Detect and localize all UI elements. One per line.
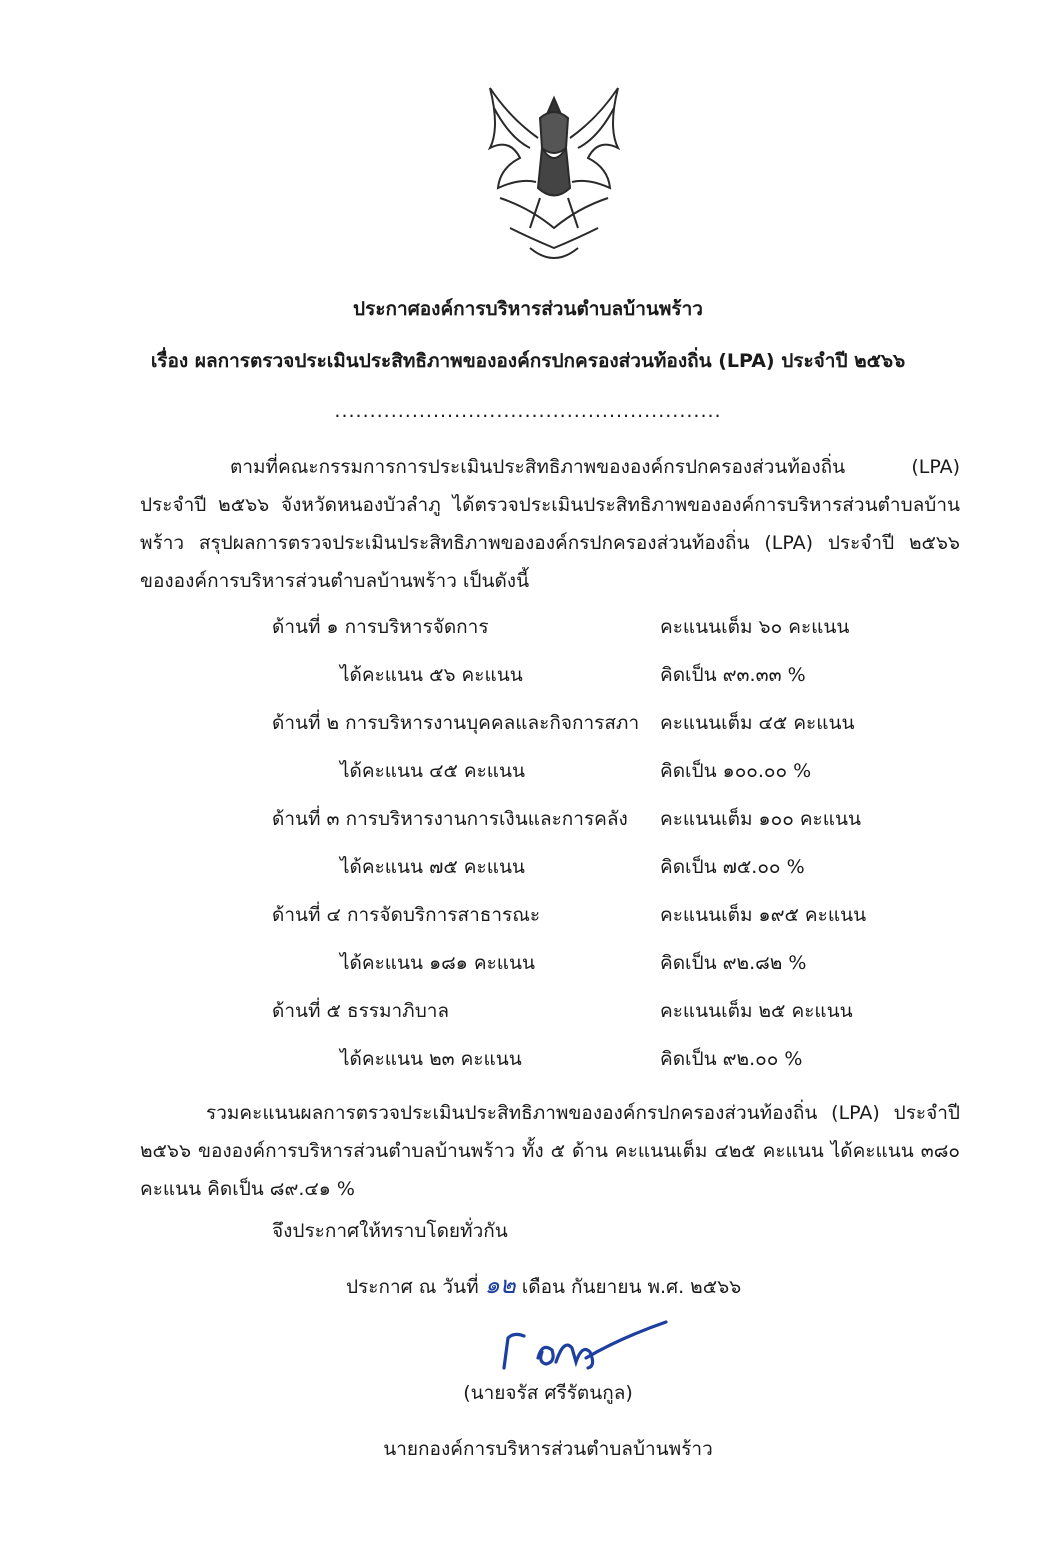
- signer-name: (นายจรัส ศรีรัตนกูล): [463, 1382, 633, 1404]
- aspect-4-result-row: [0, 948, 1056, 978]
- aspect-1-row: [0, 612, 1056, 642]
- aspect-3-row: [0, 804, 1056, 834]
- date-line: [346, 1272, 741, 1300]
- summary-paragraph: [140, 1094, 960, 1208]
- aspect-full-score: คะแนนเต็ม ๖๐ คะแนน: [660, 616, 850, 638]
- aspect-got-score: ได้คะแนน ๕๖ คะแนน: [340, 664, 523, 686]
- aspect-3-result-row: [0, 852, 1056, 882]
- aspect-full-score: คะแนนเต็ม ๑๙๕ คะแนน: [660, 904, 867, 926]
- aspect-full-score: คะแนนเต็ม ๔๕ คะแนน: [660, 712, 855, 734]
- aspect-title: ด้านที่ ๔ การจัดบริการสาธารณะ: [272, 904, 541, 926]
- aspect-percent: คิดเป็น ๙๒.๘๒ %: [660, 952, 807, 974]
- date-prefix: ประกาศ ณ วันที่: [346, 1276, 479, 1298]
- aspect-title: ด้านที่ ๒ การบริหารงานบุคคลและกิจการสภา: [272, 712, 640, 734]
- aspect-got-score: ได้คะแนน ๒๓ คะแนน: [340, 1048, 522, 1070]
- intro-text: ตามที่คณะกรรมการการประเมินประสิทธิภาพขององค์กรปกครองส่วนท้องถิ่น (LPA) ประจำปี ๒๕๖๖ จังหวัดหนองบัวลำภู ได้ตรวจประเมินประสิทธิภาพขององค์การบริหารส่วนตำบลบ้านพร้าว สรุปผลการตรวจประเมินประสิทธิภาพขององค์กรปกครองส่วนท้องถิ่น (LPA) ประจำปี ๒๕๖๖ ขององค์การบริหารส่วนตำบลบ้านพร้าว เป็นดังนี้: [140, 456, 960, 592]
- aspect-percent: คิดเป็น ๗๕.๐๐ %: [660, 856, 805, 878]
- subject-title: เรื่อง ผลการตรวจประเมินประสิทธิภาพขององค์กรปกครองส่วนท้องถิ่น (LPA) ประจำปี ๒๕๖๖: [150, 350, 906, 372]
- aspect-got-score: ได้คะแนน ๑๘๑ คะแนน: [340, 952, 536, 974]
- date-suffix: เดือน กันยายน พ.ศ. ๒๕๖๖: [521, 1276, 742, 1298]
- aspect-title: ด้านที่ ๑ การบริหารจัดการ: [272, 616, 489, 638]
- aspect-percent: คิดเป็น ๙๓.๓๓ %: [660, 664, 806, 686]
- aspect-percent: คิดเป็น ๙๒.๐๐ %: [660, 1048, 803, 1070]
- aspect-5-row: [0, 996, 1056, 1026]
- aspect-4-row: [0, 900, 1056, 930]
- aspect-5-result-row: [0, 1044, 1056, 1074]
- garuda-emblem-icon: [470, 78, 638, 270]
- aspect-full-score: คะแนนเต็ม ๒๕ คะแนน: [660, 1000, 853, 1022]
- aspect-got-score: ได้คะแนน ๔๕ คะแนน: [340, 760, 526, 782]
- summary-text: รวมคะแนนผลการตรวจประเมินประสิทธิภาพขององค์กรปกครองส่วนท้องถิ่น (LPA) ประจำปี ๒๕๖๖ ขององค์การบริหารส่วนตำบลบ้านพร้าว ทั้ง ๕ ด้าน คะแนนเต็ม ๔๒๕ คะแนน ได้คะแนน ๓๘๐ คะแนน คิดเป็น ๘๙.๔๑ %: [140, 1102, 960, 1200]
- aspect-full-score: คะแนนเต็ม ๑๐๐ คะแนน: [660, 808, 861, 830]
- aspect-title: ด้านที่ ๓ การบริหารงานการเงินและการคลัง: [272, 808, 628, 830]
- signature-icon: [490, 1318, 680, 1382]
- aspect-2-result-row: [0, 756, 1056, 786]
- aspect-2-row: [0, 708, 1056, 738]
- intro-paragraph: [140, 448, 960, 600]
- divider-dots: .......................................................: [334, 400, 722, 422]
- announce-line: จึงประกาศให้ทราบโดยทั่วกัน: [272, 1220, 508, 1242]
- aspect-title: ด้านที่ ๕ ธรรมาภิบาล: [272, 1000, 450, 1022]
- date-day-handwritten: ๑๒: [484, 1271, 516, 1299]
- aspect-got-score: ได้คะแนน ๗๕ คะแนน: [340, 856, 525, 878]
- aspect-percent: คิดเป็น ๑๐๐.๐๐ %: [660, 760, 812, 782]
- aspect-1-result-row: [0, 660, 1056, 690]
- issuer-title: ประกาศองค์การบริหารส่วนตำบลบ้านพร้าว: [353, 298, 703, 320]
- signer-position: นายกองค์การบริหารส่วนตำบลบ้านพร้าว: [383, 1438, 713, 1460]
